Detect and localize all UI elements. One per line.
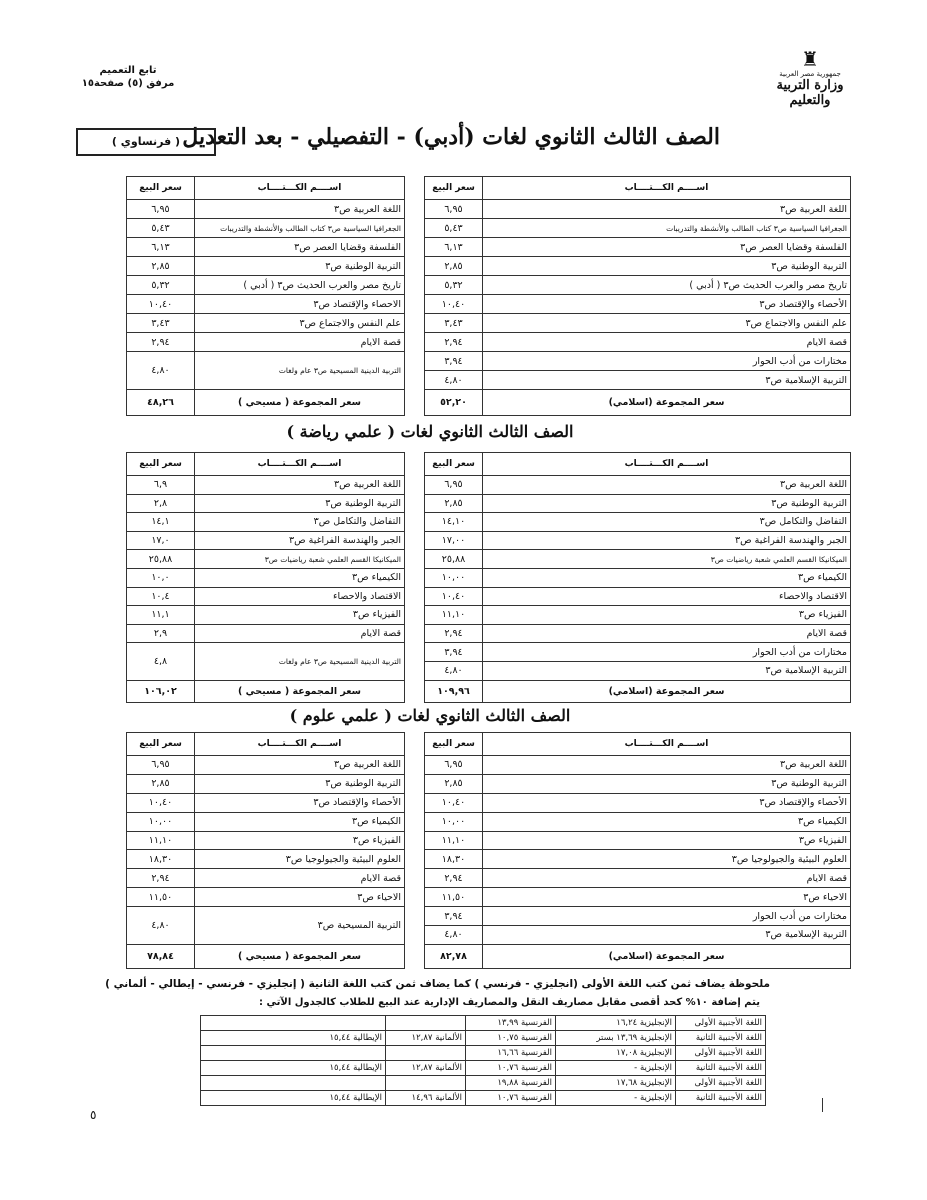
table-row [127, 831, 405, 850]
book-price-cell: ٦,٩٥ [425, 476, 483, 495]
total-row [127, 681, 405, 703]
lang-german-cell [386, 1076, 466, 1091]
total-price-cell: ٤٨,٢٦ [127, 390, 195, 416]
book-name-cell: الاحياء ص٣ [483, 888, 851, 907]
total-label-cell: سعر المجموعة ( مسيحي ) [195, 681, 405, 703]
book-name-cell: الفيزياء ص٣ [195, 831, 405, 850]
total-price-cell: ١٠٦,٠٢ [127, 681, 195, 703]
table-row [425, 295, 851, 314]
book-name-cell: قصة الايام [483, 869, 851, 888]
book-price-cell: ٤,٨٠ [127, 907, 195, 945]
book-name-cell: اللغة العربية ص٣ [195, 476, 405, 495]
table-row [201, 1016, 766, 1031]
table-header-row [425, 177, 851, 200]
book-name-cell: الجبر والهندسة الفراغية ص٣ [483, 531, 851, 550]
table-header-row [127, 177, 405, 200]
book-price-cell: ١١,١٠ [127, 831, 195, 850]
book-price-cell: ١١,١٠ [425, 606, 483, 625]
book-price-cell: ١٠,٤٠ [127, 793, 195, 812]
book-price-cell: ٢,٨ [127, 494, 195, 513]
book-price-cell: ١٨,٣٠ [127, 850, 195, 869]
book-price-cell: ١٠,٤٠ [425, 295, 483, 314]
table-header-row [425, 733, 851, 756]
book-name-cell: قصة الايام [483, 624, 851, 643]
book-name-cell: تاريخ مصر والعرب الحديث ص٣ ( أدبي ) [195, 276, 405, 295]
section-3-right-table [424, 732, 851, 969]
table-row [425, 850, 851, 869]
book-price-cell: ٢,٨٥ [127, 257, 195, 276]
lang-level-cell: اللغة الأجنبية الأولى [676, 1046, 766, 1061]
table-header-row [425, 453, 851, 476]
book-price-cell: ١١,١ [127, 606, 195, 625]
table-row [425, 371, 851, 390]
book-price-cell: ٣,٩٤ [425, 907, 483, 926]
lang-french-cell: الفرنسية ١٦,٦٦ [466, 1046, 556, 1061]
note-line-1: ملحوظة يضاف ثمن كتب اللغة الأولى (انجليزي - فرنسي ) كما يضاف ثمن كتب اللغة الثانية ( إنجليزي - فرنسي - إيطالي - ألماني ) [105, 978, 770, 990]
book-name-cell: الكيمياء ص٣ [195, 568, 405, 587]
table-row [425, 550, 851, 569]
book-price-cell: ٦,٩٥ [127, 200, 195, 219]
book-price-cell: ٢,٩٤ [127, 333, 195, 352]
total-label-cell: سعر المجموعة ( مسيحي ) [195, 390, 405, 416]
book-name-cell: العلوم البيئية والجيولوجيا ص٣ [195, 850, 405, 869]
table-header-row [127, 453, 405, 476]
table-row [127, 531, 405, 550]
book-price-cell: ١٧,٠ [127, 531, 195, 550]
book-name-cell: التربية الوطنية ص٣ [195, 774, 405, 793]
page-number: ٥ [90, 1108, 97, 1122]
table-row [425, 219, 851, 238]
total-row [127, 390, 405, 416]
column-header-book: اســــم الكـــتــــاب [483, 453, 851, 476]
book-price-cell: ٢,٩٤ [425, 869, 483, 888]
section-3-title: الصف الثالث الثانوي لغات ( علمي علوم ) [289, 706, 571, 725]
table-row [425, 476, 851, 495]
lang-italian-cell: الإيطالية ١٥,٤٤ [201, 1091, 386, 1106]
lang-french-cell: الفرنسية ١٠,٧٦ [466, 1091, 556, 1106]
book-price-cell: ٤,٨٠ [425, 661, 483, 680]
table-row [425, 907, 851, 926]
lang-level-cell: اللغة الأجنبية الثانية [676, 1031, 766, 1046]
book-name-cell: اللغة العربية ص٣ [195, 756, 405, 775]
lang-english-cell: الإنجليزية ١٧,٠٨ [556, 1046, 676, 1061]
table-row [127, 494, 405, 513]
book-name-cell: علم النفس والاجتماع ص٣ [195, 314, 405, 333]
table-row [201, 1046, 766, 1061]
book-name-cell: الفيزياء ص٣ [195, 606, 405, 625]
total-row [425, 944, 851, 968]
book-price-cell: ١٠,٠ [127, 568, 195, 587]
book-price-cell: ١١,٥٠ [425, 888, 483, 907]
book-name-cell: التربية الوطنية ص٣ [483, 494, 851, 513]
foreign-language-prices-table [200, 1015, 766, 1106]
book-price-cell: ١٠,٤٠ [127, 295, 195, 314]
lang-italian-cell [201, 1046, 386, 1061]
book-name-cell: التربية الإسلامية ص٣ [483, 926, 851, 945]
book-name-cell: الاقتصاد والاحصاء [195, 587, 405, 606]
book-price-cell: ١٠,٠٠ [425, 568, 483, 587]
lang-level-cell: اللغة الأجنبية الأولى [676, 1016, 766, 1031]
book-price-cell: ٥,٣٢ [425, 276, 483, 295]
lang-italian-cell: الإيطالية ١٥,٤٤ [201, 1031, 386, 1046]
book-name-cell: الجغرافيا السياسية ص٣ كتاب الطالب والأنشطة والتدريبات [483, 219, 851, 238]
book-name-cell: قصة الايام [195, 624, 405, 643]
table-row [425, 531, 851, 550]
table-row [127, 476, 405, 495]
book-price-cell: ١٤,١٠ [425, 513, 483, 532]
section-1-right-table [424, 176, 851, 416]
book-name-cell: الاحصاء والإقتصاد ص٣ [195, 295, 405, 314]
table-row [127, 850, 405, 869]
total-label-cell: سعر المجموعة (اسلامي) [483, 680, 851, 702]
ministry-logo [755, 47, 865, 108]
section-2-title: الصف الثالث الثانوي لغات ( علمي رياضة ) [286, 422, 574, 441]
book-name-cell: الاحياء ص٣ [195, 888, 405, 907]
table-row [127, 333, 405, 352]
lang-german-cell: الألمانية ١٤,٩٦ [386, 1091, 466, 1106]
book-name-cell: الاقتصاد والاحصاء [483, 587, 851, 606]
book-name-cell: التربية المسيحية ص٣ [195, 907, 405, 945]
table-row [425, 624, 851, 643]
lang-french-cell: الفرنسية ١٩,٨٨ [466, 1076, 556, 1091]
book-name-cell: الفلسفة وقضايا العصر ص٣ [195, 238, 405, 257]
book-price-cell: ١٤,١ [127, 513, 195, 532]
book-price-cell: ٢,٨٥ [425, 774, 483, 793]
book-name-cell: الميكانيكا القسم العلمي شعبة رياضيات ص٣ [195, 550, 405, 569]
book-price-cell: ٢,٨٥ [127, 774, 195, 793]
section-2-left-table [126, 452, 405, 703]
table-row [425, 643, 851, 662]
book-name-cell: اللغة العربية ص٣ [195, 200, 405, 219]
book-name-cell: التربية الدينية المسيحية ص٣ عام ولغات [195, 643, 405, 681]
table-row [127, 568, 405, 587]
book-price-cell: ٣,٩٤ [425, 643, 483, 662]
book-name-cell: علم النفس والاجتماع ص٣ [483, 314, 851, 333]
book-name-cell: قصة الايام [195, 869, 405, 888]
book-price-cell: ٣,٤٣ [425, 314, 483, 333]
book-price-cell: ٢,٩ [127, 624, 195, 643]
table-row [425, 587, 851, 606]
book-name-cell: الأحصاء والإقتصاد ص٣ [483, 295, 851, 314]
lang-english-cell: الإنجليزية ١٦,٢٤ [556, 1016, 676, 1031]
book-name-cell: التربية الإسلامية ص٣ [483, 661, 851, 680]
logo-country: جمهورية مصر العربية [779, 70, 841, 78]
table-row [425, 276, 851, 295]
book-price-cell: ٦,٩ [127, 476, 195, 495]
lang-english-cell: الإنجليزية ١٧,٦٨ [556, 1076, 676, 1091]
column-header-book: اســــم الكـــتــــاب [195, 177, 405, 200]
table-row [425, 774, 851, 793]
table-row [425, 568, 851, 587]
book-price-cell: ١١,٥٠ [127, 888, 195, 907]
book-price-cell: ٢,٩٤ [425, 624, 483, 643]
book-price-cell: ٥,٣٢ [127, 276, 195, 295]
book-price-cell: ١٠,٤٠ [425, 793, 483, 812]
book-price-cell: ٦,١٣ [127, 238, 195, 257]
lang-french-cell: الفرنسية ١٣,٩٩ [466, 1016, 556, 1031]
table-row [127, 812, 405, 831]
table-row [425, 869, 851, 888]
table-header-row [127, 733, 405, 756]
book-name-cell: التفاضل والتكامل ص٣ [195, 513, 405, 532]
table-row [127, 513, 405, 532]
table-row [425, 661, 851, 680]
table-row [425, 888, 851, 907]
book-price-cell: ١٠,٠٠ [127, 812, 195, 831]
table-row [201, 1091, 766, 1106]
lang-level-cell: اللغة الأجنبية الثانية [676, 1061, 766, 1076]
book-name-cell: مختارات من أدب الحوار [483, 352, 851, 371]
table-row [425, 812, 851, 831]
table-row [425, 793, 851, 812]
book-price-cell: ١٧,٠٠ [425, 531, 483, 550]
form-label-box: ( فرنساوي ) [76, 128, 216, 156]
book-price-cell: ١٠,٤٠ [425, 587, 483, 606]
table-row [425, 200, 851, 219]
book-name-cell: اللغة العربية ص٣ [483, 756, 851, 775]
eagle-emblem-icon: ♜ [801, 47, 819, 71]
column-header-book: اســــم الكـــتــــاب [483, 733, 851, 756]
table-row [127, 624, 405, 643]
book-price-cell: ٢٥,٨٨ [425, 550, 483, 569]
table-row [127, 219, 405, 238]
book-price-cell: ٤,٨٠ [425, 371, 483, 390]
table-row [127, 888, 405, 907]
book-price-cell: ١٠,٤ [127, 587, 195, 606]
table-row [127, 606, 405, 625]
book-name-cell: قصة الايام [483, 333, 851, 352]
book-name-cell: الفيزياء ص٣ [483, 606, 851, 625]
lang-italian-cell: الإيطالية ١٥,٤٤ [201, 1061, 386, 1076]
book-name-cell: التربية الوطنية ص٣ [483, 774, 851, 793]
table-row [127, 774, 405, 793]
table-row [201, 1031, 766, 1046]
table-row [425, 756, 851, 775]
book-price-cell: ١١,١٠ [425, 831, 483, 850]
section-3-left-table [126, 732, 405, 969]
book-price-cell: ٥,٤٣ [127, 219, 195, 238]
book-name-cell: الجغرافيا السياسية ص٣ كتاب الطالب والأنشطة والتدريبات [195, 219, 405, 238]
table-row [127, 869, 405, 888]
total-label-cell: سعر المجموعة (اسلامي) [483, 390, 851, 416]
lang-english-cell: الإنجليزية - [556, 1091, 676, 1106]
logo-ministry: وزارة التربية والتعليم [776, 78, 844, 108]
column-header-price: سعر البيع [127, 453, 195, 476]
book-price-cell: ٦,٩٥ [425, 756, 483, 775]
table-row [127, 587, 405, 606]
reference-line-2: مرفق (٥) صفحة١٥ [81, 78, 175, 89]
total-row [127, 945, 405, 969]
column-header-price: سعر البيع [425, 177, 483, 200]
lang-french-cell: الفرنسية ١٠,٧٥ [466, 1031, 556, 1046]
book-name-cell: التفاضل والتكامل ص٣ [483, 513, 851, 532]
book-name-cell: التربية الوطنية ص٣ [195, 494, 405, 513]
book-price-cell: ٢,٩٤ [127, 869, 195, 888]
book-price-cell: ٤,٨٠ [127, 352, 195, 390]
book-name-cell: مختارات من أدب الحوار [483, 907, 851, 926]
book-price-cell: ٦,٩٥ [127, 756, 195, 775]
table-row [425, 333, 851, 352]
lang-german-cell: الألمانية ١٢,٨٧ [386, 1061, 466, 1076]
lang-german-cell [386, 1046, 466, 1061]
total-price-cell: ١٠٩,٩٦ [425, 680, 483, 702]
book-name-cell: الكيمياء ص٣ [195, 812, 405, 831]
lang-english-cell: الإنجليزية ١٣,٦٩ بستر [556, 1031, 676, 1046]
table-row [127, 200, 405, 219]
table-row [127, 907, 405, 945]
table-row [127, 276, 405, 295]
table-row [425, 926, 851, 945]
table-row [127, 550, 405, 569]
total-price-cell: ٨٢,٧٨ [425, 944, 483, 968]
book-price-cell: ٦,٩٥ [425, 200, 483, 219]
note-line-2: يتم إضافة ١٠% كحد أقصى مقابل مصاريف النقل والمصاريف الإدارية عند البيع للطلاب كالجدول الآتي : [259, 997, 760, 1008]
book-name-cell: الأحصاء والإقتصاد ص٣ [195, 793, 405, 812]
book-price-cell: ٦,١٣ [425, 238, 483, 257]
book-price-cell: ٢,٩٤ [425, 333, 483, 352]
lang-italian-cell [201, 1016, 386, 1031]
book-price-cell: ٢٥,٨٨ [127, 550, 195, 569]
book-name-cell: الفلسفة وقضايا العصر ص٣ [483, 238, 851, 257]
table-row [425, 831, 851, 850]
lang-english-cell: الإنجليزية - [556, 1061, 676, 1076]
lang-level-cell: اللغة الأجنبية الثانية [676, 1091, 766, 1106]
book-name-cell: الفيزياء ص٣ [483, 831, 851, 850]
book-price-cell: ٣,٩٤ [425, 352, 483, 371]
book-name-cell: الميكانيكا القسم العلمي شعبة رياضيات ص٣ [483, 550, 851, 569]
table-row [425, 352, 851, 371]
book-price-cell: ٤,٨ [127, 643, 195, 681]
total-label-cell: سعر المجموعة ( مسيحي ) [195, 945, 405, 969]
lang-level-cell: اللغة الأجنبية الأولى [676, 1076, 766, 1091]
column-header-book: اســــم الكـــتــــاب [483, 177, 851, 200]
table-row [425, 513, 851, 532]
total-label-cell: سعر المجموعة (اسلامي) [483, 944, 851, 968]
lang-german-cell: الألمانية ١٢,٨٧ [386, 1031, 466, 1046]
table-row [127, 756, 405, 775]
total-row [425, 390, 851, 416]
book-price-cell: ١٠,٠٠ [425, 812, 483, 831]
book-name-cell: الكيمياء ص٣ [483, 812, 851, 831]
book-price-cell: ٣,٤٣ [127, 314, 195, 333]
table-row [127, 793, 405, 812]
table-row [425, 606, 851, 625]
book-price-cell: ٢,٨٥ [425, 494, 483, 513]
margin-mark [822, 1098, 823, 1112]
book-name-cell: التربية الوطنية ص٣ [195, 257, 405, 276]
table-row [127, 238, 405, 257]
book-name-cell: تاريخ مصر والعرب الحديث ص٣ ( أدبي ) [483, 276, 851, 295]
column-header-price: سعر البيع [127, 733, 195, 756]
table-row [127, 643, 405, 681]
book-name-cell: مختارات من أدب الحوار [483, 643, 851, 662]
table-row [201, 1076, 766, 1091]
book-price-cell: ٢,٨٥ [425, 257, 483, 276]
lang-german-cell [386, 1016, 466, 1031]
reference-note [78, 64, 178, 90]
book-name-cell: الأحصاء والإقتصاد ص٣ [483, 793, 851, 812]
table-row [127, 295, 405, 314]
column-header-book: اســــم الكـــتــــاب [195, 733, 405, 756]
reference-line-1: تابع التعميم [99, 65, 157, 76]
column-header-book: اســــم الكـــتــــاب [195, 453, 405, 476]
table-row [127, 257, 405, 276]
section-1-title: الصف الثالث الثانوي لغات (أدبي) - التفصيلي - بعد التعديل [182, 124, 720, 150]
book-name-cell: التربية الوطنية ص٣ [483, 257, 851, 276]
total-row [425, 680, 851, 702]
table-row [201, 1061, 766, 1076]
column-header-price: سعر البيع [127, 177, 195, 200]
table-row [127, 352, 405, 390]
table-row [425, 494, 851, 513]
book-name-cell: الجبر والهندسة الفراغية ص٣ [195, 531, 405, 550]
total-price-cell: ٥٢,٢٠ [425, 390, 483, 416]
book-name-cell: العلوم البيئية والجيولوجيا ص٣ [483, 850, 851, 869]
book-name-cell: الكيمياء ص٣ [483, 568, 851, 587]
book-price-cell: ٥,٤٣ [425, 219, 483, 238]
total-price-cell: ٧٨,٨٤ [127, 945, 195, 969]
column-header-price: سعر البيع [425, 453, 483, 476]
book-price-cell: ٤,٨٠ [425, 926, 483, 945]
table-row [425, 314, 851, 333]
book-price-cell: ١٨,٣٠ [425, 850, 483, 869]
table-row [425, 238, 851, 257]
book-name-cell: اللغة العربية ص٣ [483, 200, 851, 219]
book-name-cell: اللغة العربية ص٣ [483, 476, 851, 495]
section-2-right-table [424, 452, 851, 703]
book-name-cell: التربية الإسلامية ص٣ [483, 371, 851, 390]
book-name-cell: التربية الدينية المسيحية ص٣ عام ولغات [195, 352, 405, 390]
table-row [127, 314, 405, 333]
lang-italian-cell [201, 1076, 386, 1091]
lang-french-cell: الفرنسية ١٠,٧٦ [466, 1061, 556, 1076]
table-row [425, 257, 851, 276]
column-header-price: سعر البيع [425, 733, 483, 756]
book-name-cell: قصة الايام [195, 333, 405, 352]
section-1-left-table [126, 176, 405, 416]
